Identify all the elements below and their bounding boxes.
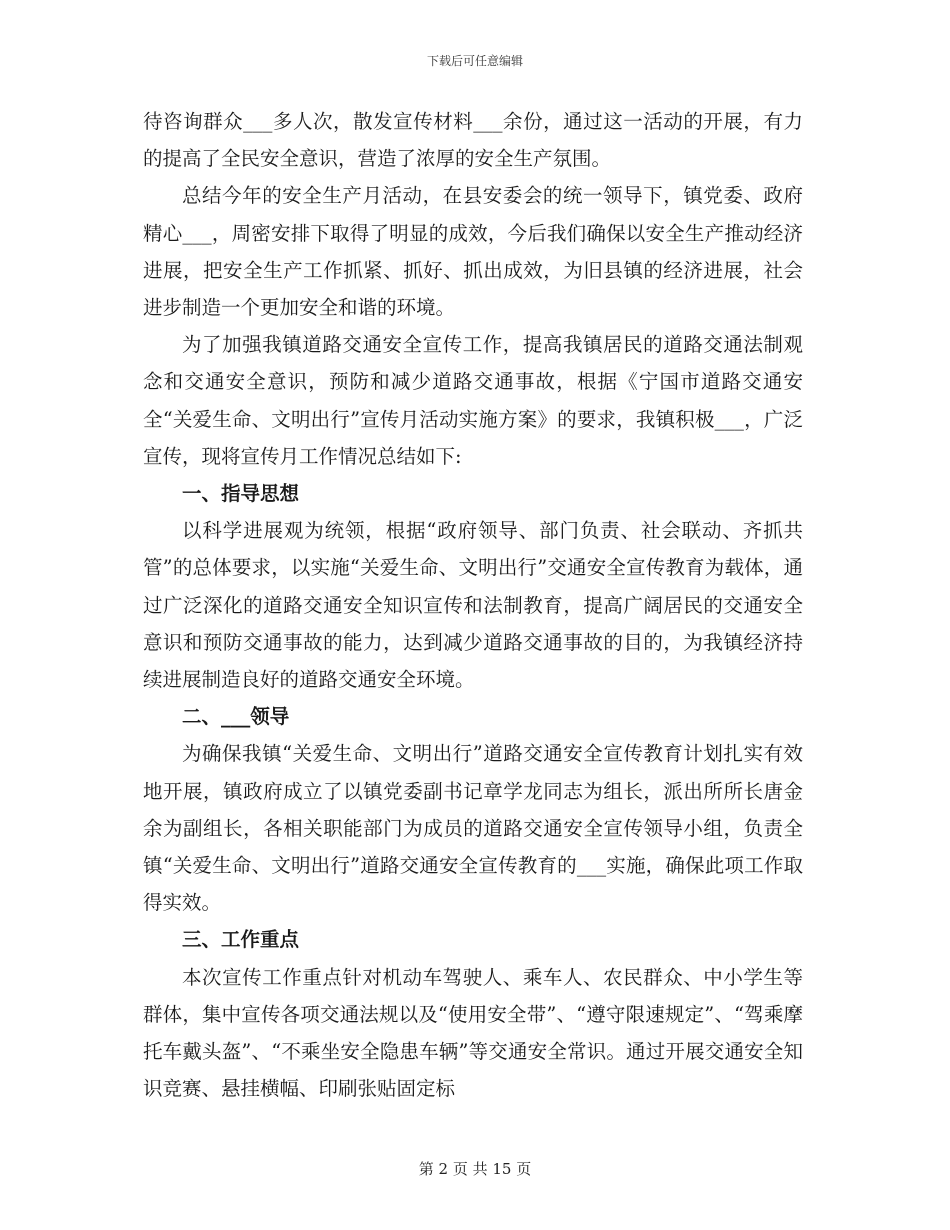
- paragraph: 为确保我镇“关爱生命、文明出行”道路交通安全宣传教育计划扎实有效地开展，镇政府成立了以镇党委副书记章学龙同志为组长，派出所所长唐金余为副组长，各相关职能部门为成员的道路交通安全宣传领导小组，负责全镇“关爱生命、文明出行”道路交通安全宣传教育的___实施，确保此项工作取得实效。: [143, 742, 803, 915]
- paragraph: 总结今年的安全生产月活动，在县安委会的统一领导下，镇党委、政府精心___，周密安排下取得了明显的成效，今后我们确保以安全生产推动经济进展，把安全生产工作抓紧、抓好、抓出成效，为旧县镇的经济进展，社会进步制造一个更加安全和谐的环境。: [143, 184, 803, 320]
- page-header: 下载后可任意编辑: [426, 54, 523, 68]
- page-footer: 第 2 页 共 15 页: [418, 1160, 532, 1178]
- section-heading: 一、指导思想: [182, 482, 300, 506]
- paragraph: 待咨询群众___多人次，散发宣传材料___余份，通过这一活动的开展，有力的提高了全民安全意识，营造了浓厚的安全生产氛围。: [143, 110, 803, 171]
- section-heading: 三、工作重点: [182, 928, 300, 952]
- document-body: [143, 103, 803, 1107]
- paragraph: 以科学进展观为统领，根据“政府领导、部门负责、社会联动、齐抓共管”的总体要求，以实施“关爱生命、文明出行”交通安全宣传教育为载体，通过广泛深化的道路交通安全知识宣传和法制教育，提高广阔居民的交通安全意识和预防交通事故的能力，达到减少道路交通事故的目的，为我镇经济持续进展制造良好的道路交通安全环境。: [143, 519, 803, 692]
- section-heading: 二、___领导: [182, 705, 290, 729]
- paragraph: 为了加强我镇道路交通安全宣传工作，提高我镇居民的道路交通法制观念和交通安全意识，预防和减少道路交通事故，根据《宁国市道路交通安全“关爱生命、文明出行”宣传月活动实施方案》的要求，我镇积极___，广泛宣传，现将宣传月工作情况总结如下:: [143, 333, 803, 468]
- paragraph: 本次宣传工作重点针对机动车驾驶人、乘车人、农民群众、中小学生等群体，集中宣传各项交通法规以及“使用安全带”、“遵守限速规定”、“驾乘摩托车戴头盔”、“不乘坐安全隐患车辆”等交通安全常识。通过开展交通安全知识竞赛、悬挂横幅、印刷张贴固定标: [143, 965, 803, 1101]
